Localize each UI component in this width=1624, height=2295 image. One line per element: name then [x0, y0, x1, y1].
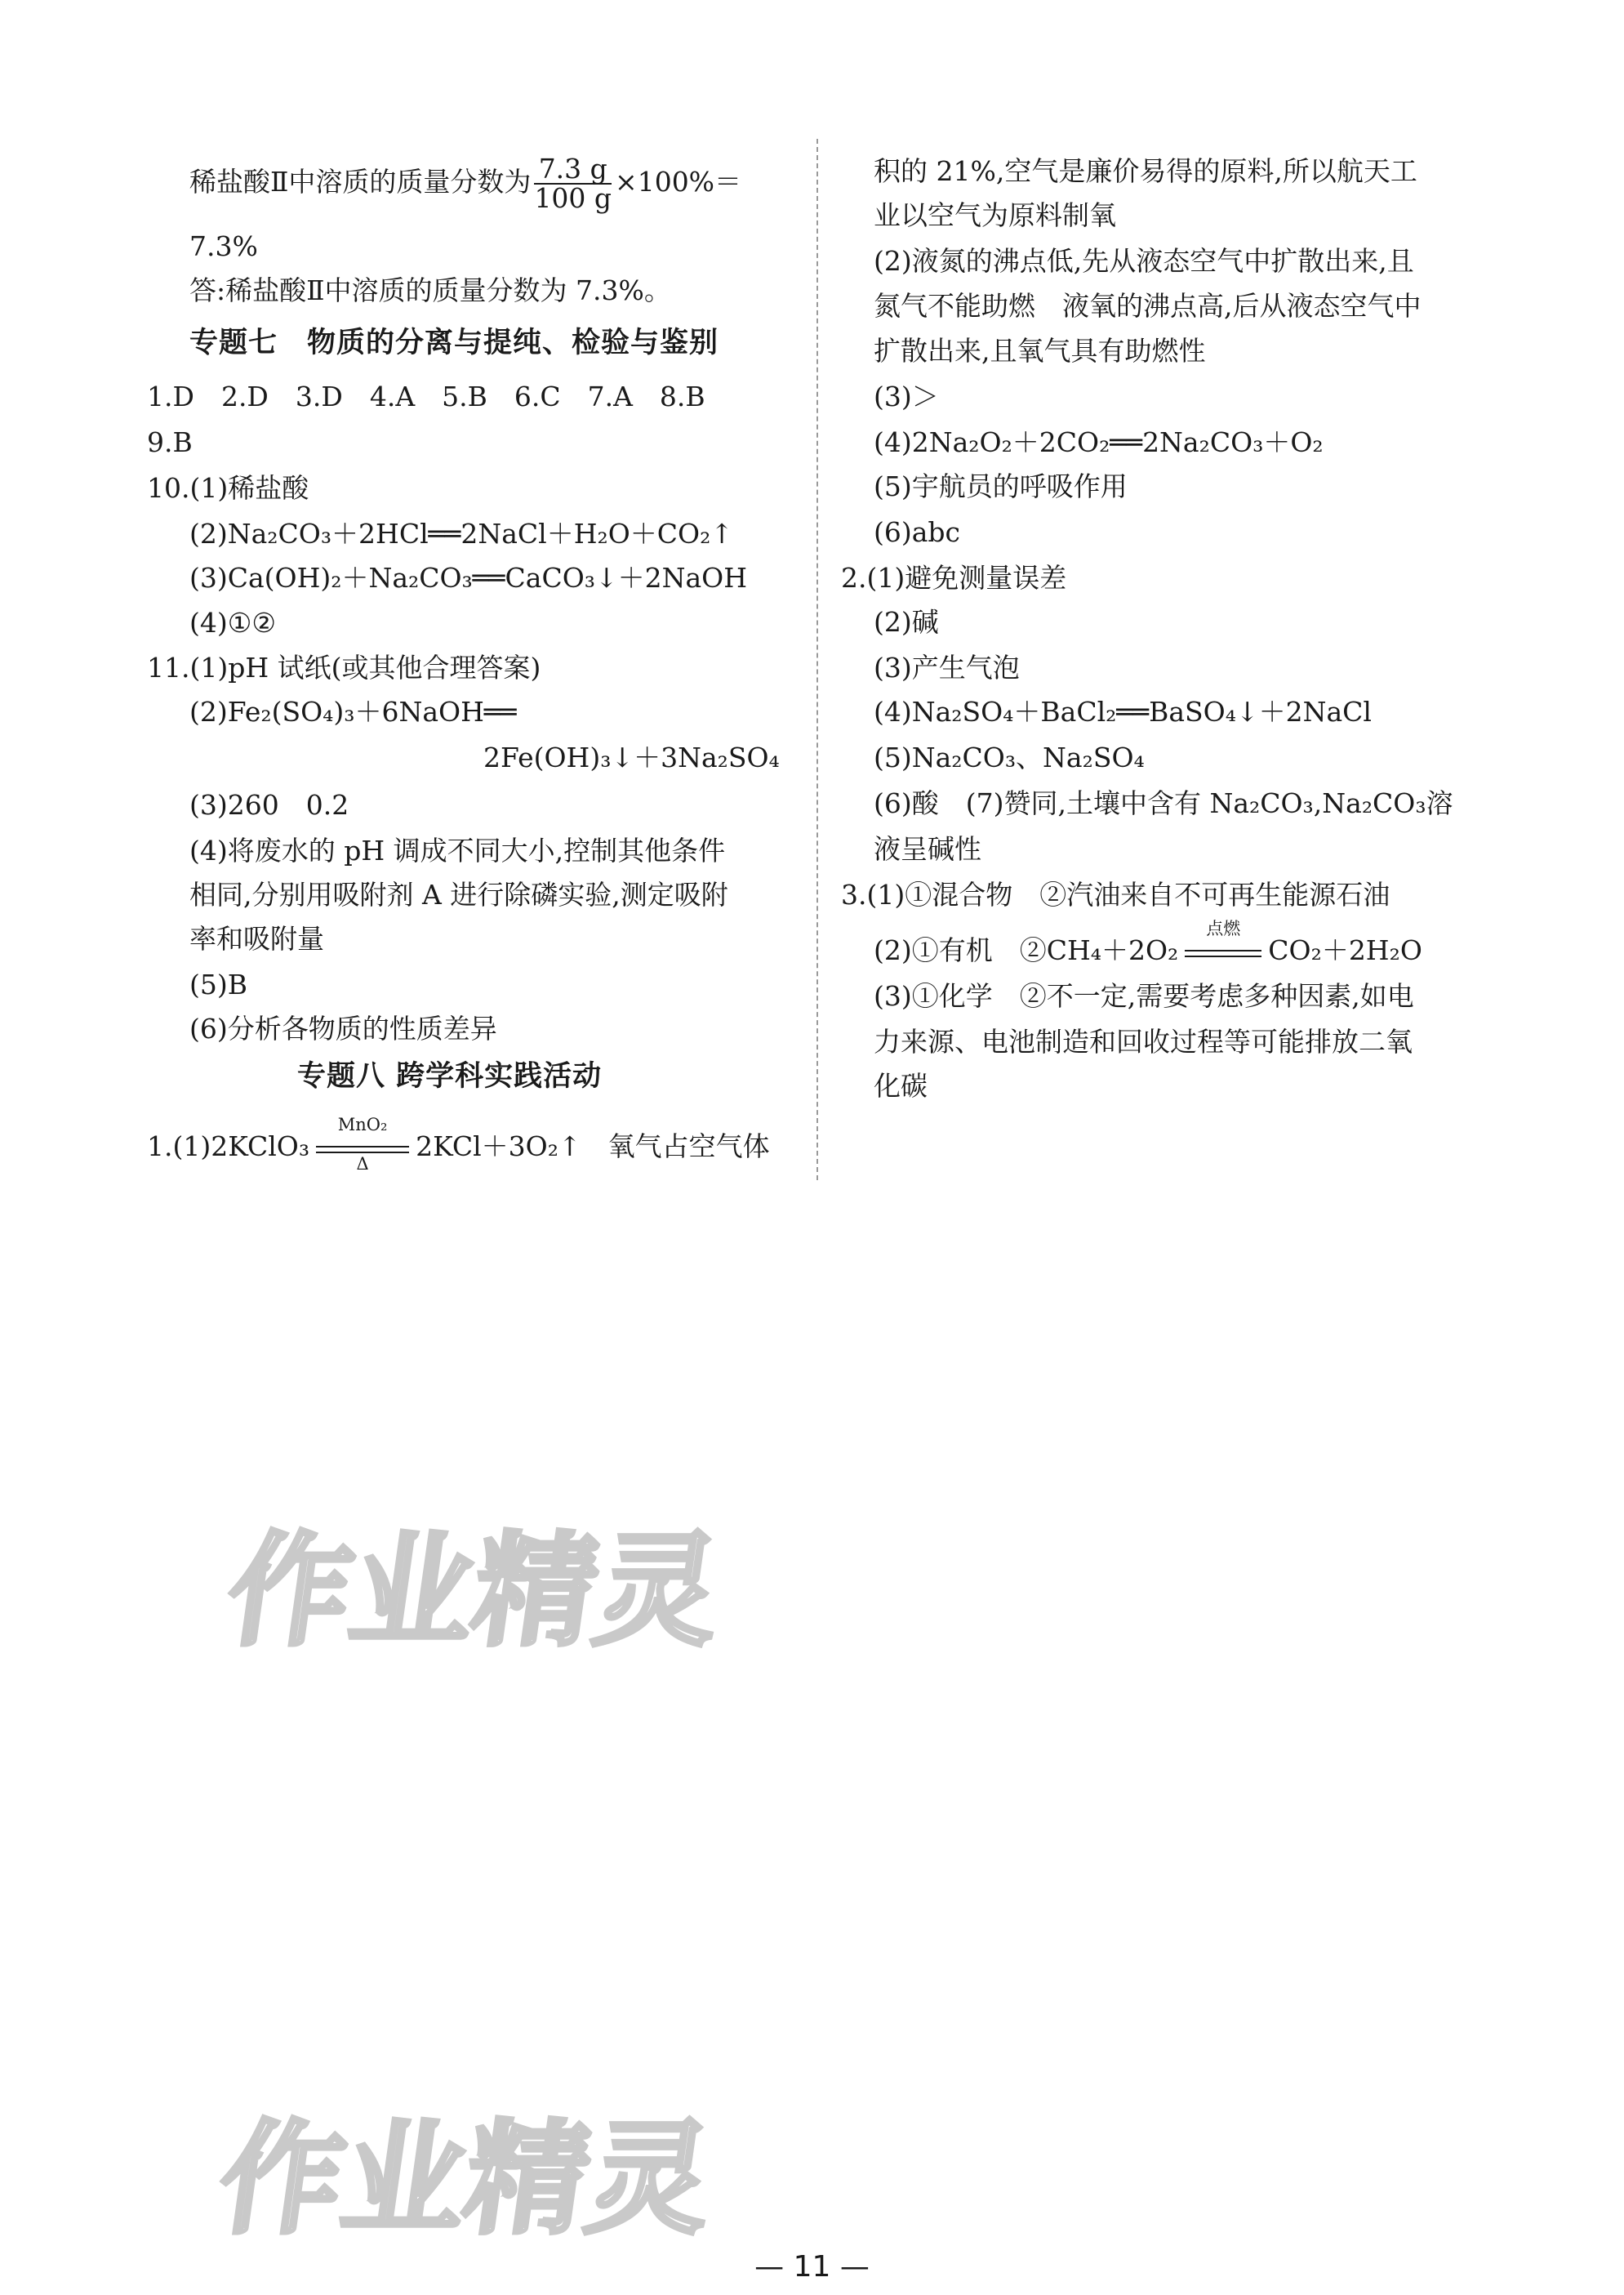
answer-line: (3)①化学 ②不一定,需要考虑多种因素,如电 — [874, 980, 1414, 1012]
text: ×100%＝ — [615, 166, 742, 198]
answer-line: (4)将废水的 pH 调成不同大小,控制其他条件 — [189, 835, 726, 867]
answer-line: (4)①② — [189, 607, 276, 639]
answer-line: (2)碱 — [874, 606, 939, 638]
watermark-lower — [211, 2091, 722, 2254]
reaction-condition-arrow — [1178, 919, 1268, 969]
answer-line: 答:稀盐酸Ⅱ中溶质的质量分数为 7.3%。 — [189, 274, 671, 306]
fraction — [534, 155, 612, 212]
answer-line: 化碳 — [874, 1070, 928, 1102]
answer-line: (2)Fe₂(SO₄)₃＋6NaOH══ — [189, 696, 517, 728]
answer-line — [147, 1115, 770, 1174]
answer-line: (3)260 0.2 — [189, 789, 349, 821]
answer-line: (6)abc — [874, 516, 961, 548]
answer-line: (5)Na₂CO₃、Na₂SO₄ — [874, 742, 1145, 773]
right-column — [816, 0, 1624, 1225]
answer-line: 业以空气为原料制氧 — [874, 199, 1116, 231]
answer-line: (4)2Na₂O₂＋2CO₂══2Na₂CO₃＋O₂ — [874, 426, 1324, 458]
answer-line: 1.D 2.D 3.D 4.A 5.B 6.C 7.A 8.B — [147, 381, 705, 412]
text: 1.(1)2KClO₃ — [147, 1130, 310, 1162]
answer-line: (3)Ca(OH)₂＋Na₂CO₃══CaCO₃↓＋2NaOH — [189, 562, 748, 594]
answer-line: (2)Na₂CO₃＋2HCl══2NaCl＋H₂O＋CO₂↑ — [189, 518, 733, 550]
answer-line — [874, 919, 1422, 969]
answer-line: 2.(1)避免测量误差 — [841, 562, 1067, 594]
section-heading: 专题七 物质的分离与提纯、检验与鉴别 — [189, 327, 719, 359]
answer-line: (5)宇航员的呼吸作用 — [874, 470, 1128, 502]
heat-label: Δ — [356, 1154, 369, 1174]
answer-line: (6)酸 (7)赞同,土壤中含有 Na₂CO₃,Na₂CO₃溶 — [874, 787, 1453, 819]
answer-line: 液呈碱性 — [874, 833, 981, 865]
watermark-text: 作业精灵 — [211, 2107, 722, 2251]
answer-line: (6)分析各物质的性质差异 — [189, 1013, 497, 1045]
answer-line: 氮气不能助燃 液氧的沸点高,后从液态空气中 — [874, 290, 1422, 322]
reaction-condition-arrow — [309, 1115, 416, 1174]
catalyst-label: MnO₂ — [337, 1115, 388, 1134]
answer-line: 力来源、电池制造和回收过程等可能排放二氧 — [874, 1026, 1413, 1058]
page-number: — 11 — — [754, 2250, 870, 2284]
answer-line: 9.B — [147, 426, 193, 458]
answer-line: (4)Na₂SO₄＋BaCl₂══BaSO₄↓＋2NaCl — [874, 696, 1372, 728]
answer-line: (3)＞ — [874, 381, 939, 412]
double-bar — [316, 1146, 409, 1153]
text: 2KCl＋3O₂↑ 氧气占空气体 — [416, 1130, 770, 1162]
watermark-text: 作业精灵 — [219, 1519, 730, 1663]
answer-line: 10.(1)稀盐酸 — [147, 472, 309, 504]
ignition-label: 点燃 — [1206, 919, 1241, 938]
answer-line — [189, 155, 741, 212]
answer-line: (3)产生气泡 — [874, 652, 1020, 684]
double-bar — [1185, 950, 1261, 957]
answer-line: 3.(1)①混合物 ②汽油来自不可再生能源石油 — [841, 879, 1390, 911]
answer-line: (2)液氮的沸点低,先从液态空气中扩散出来,且 — [874, 245, 1414, 277]
answer-line: 率和吸附量 — [189, 923, 324, 955]
answer-line: (5)B — [189, 969, 247, 1000]
watermark-upper — [219, 1503, 730, 1666]
answer-line: 7.3% — [189, 230, 258, 262]
text: CO₂＋2H₂O — [1268, 934, 1422, 966]
fraction-denominator: 100 g — [534, 182, 612, 214]
fraction-numerator: 7.3 g — [534, 155, 612, 185]
answer-line: 11.(1)pH 试纸(或其他合理答案) — [147, 652, 541, 684]
text: 稀盐酸Ⅱ中溶质的质量分数为 — [189, 166, 532, 198]
text: (2)①有机 ②CH₄＋2O₂ — [874, 934, 1179, 966]
section-heading: 专题八 跨学科实践活动 — [297, 1060, 603, 1093]
answer-line: 2Fe(OH)₃↓＋3Na₂SO₄ — [483, 742, 780, 773]
answer-line: 相同,分别用吸附剂 A 进行除磷实验,测定吸附 — [189, 879, 728, 911]
left-column — [0, 0, 816, 1225]
answer-line: 扩散出来,且氧气具有助燃性 — [874, 335, 1206, 367]
answer-line: 积的 21%,空气是廉价易得的原料,所以航天工 — [874, 155, 1417, 187]
